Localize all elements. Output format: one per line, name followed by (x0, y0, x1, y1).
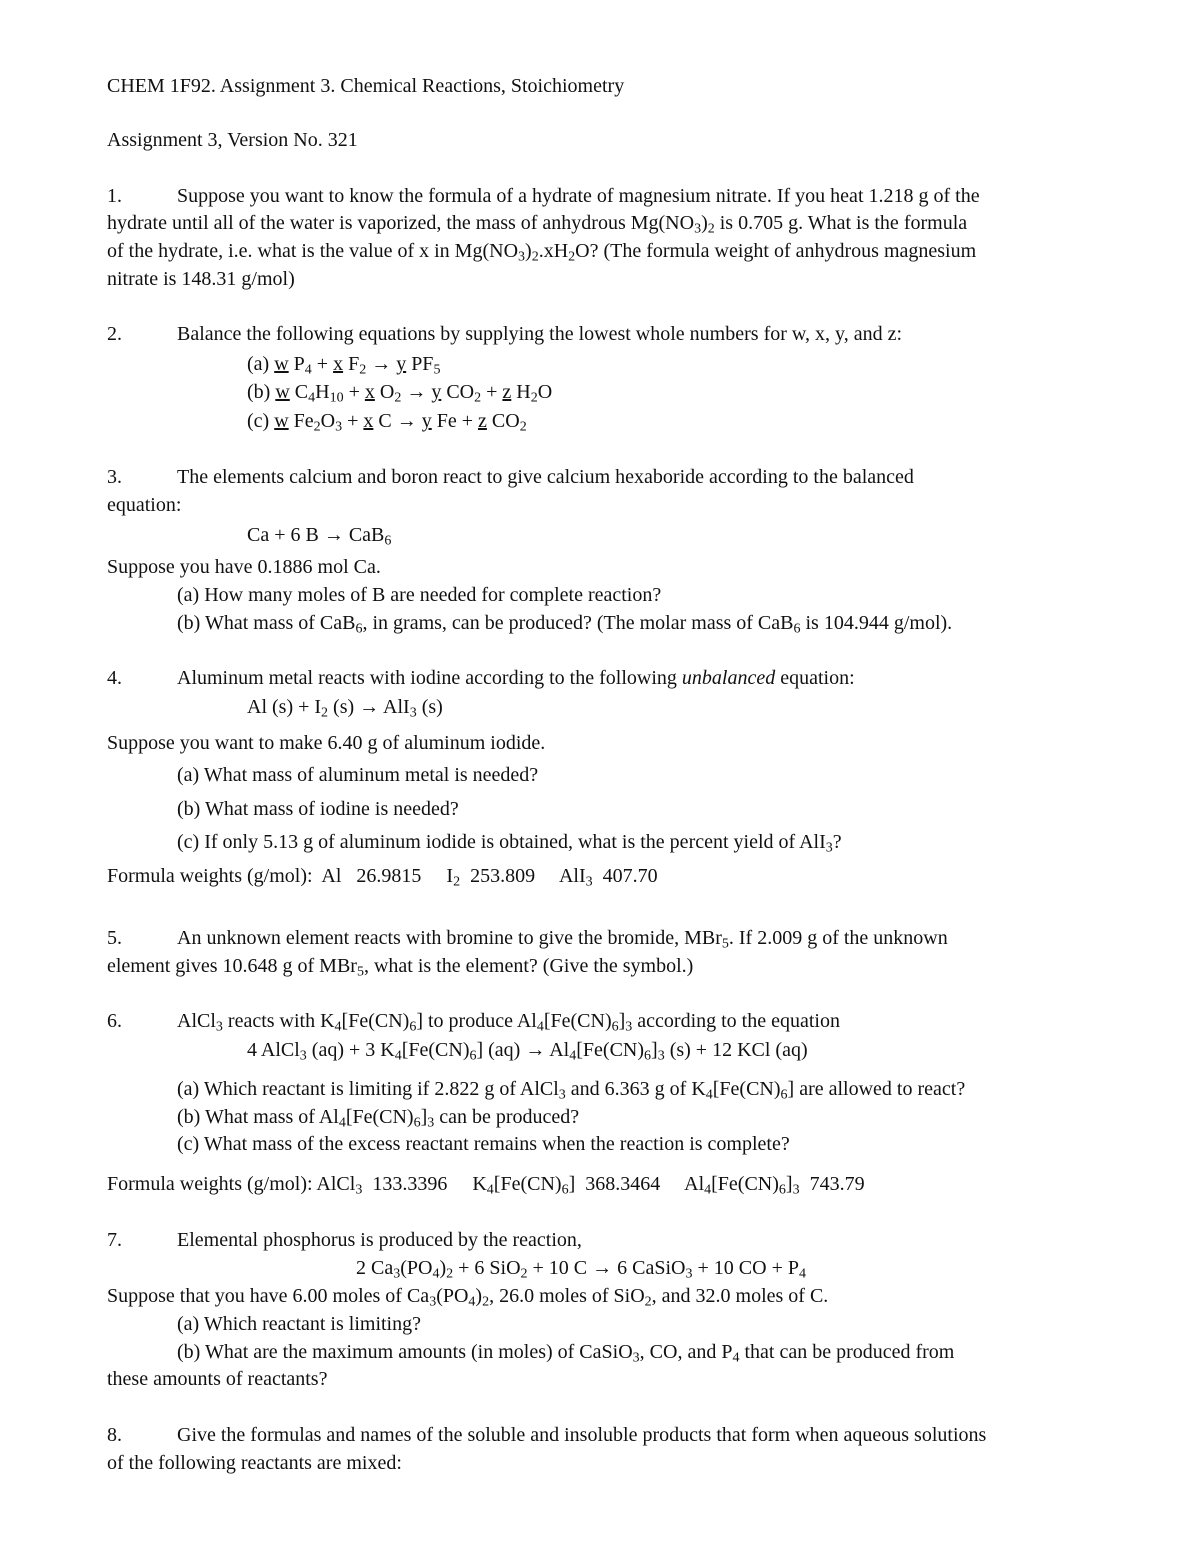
question-text: hydrate until all of the water is vaporized, the mass of anhydrous $Mg(NO_3)_2$ is 0.705 g. What is the formula (107, 212, 968, 237)
question-text: of the hydrate, i.e. what is the value of x in $Mg(NO_3)_2.xH_2O$? (The formula weight of anhydrous magnesium (107, 240, 977, 265)
sub-question-b: (b) What mass of $Al_4[Fe(CN)_6]_3$ can be produced? (177, 1106, 580, 1131)
question-number: 7. (107, 1229, 122, 1251)
equation: 4 AlCl$_3$ (aq) + 3 $K_4[Fe(CN)_6] (aq) \to Al_4[Fe(CN)_6]_3$ (s) + 12 KCl (aq) (247, 1039, 808, 1064)
version-line: Assignment 3, Version No. 321 (107, 129, 358, 151)
question-number: 6. (107, 1010, 122, 1032)
sub-question-b: (b) What are the maximum amounts (in moles) of CaSiO$_3$, CO, and $P_4$ that can be produced from (177, 1341, 955, 1366)
sub-question-b: (b) What mass of iodine is needed? (177, 798, 459, 820)
question-number: 4. (107, 667, 122, 689)
question-text: of the following reactants are mixed: (107, 1452, 402, 1474)
question-text: equation: (107, 494, 182, 516)
sub-question-a: (a) What mass of aluminum metal is needed? (177, 764, 539, 786)
equation-b: (b) w $C_4H_{10} + x$ $O_2 \to y$ $CO_2 + z$ $H_2O$ (247, 381, 553, 406)
page-title: CHEM 1F92. Assignment 3. Chemical Reactions, Stoichiometry (107, 75, 625, 97)
question-number: 1. (107, 185, 122, 207)
equation: Al $(s) + I_2$ (s) → AlI$_3$ (s) (247, 696, 443, 721)
equation: 2 $Ca_3(PO_4)_2 + 6$ SiO$_2$ + 10 C → 6 CaSiO$_3$ + 10 CO + $P_4$ (356, 1257, 806, 1282)
question-number: 2. (107, 323, 122, 345)
formula-weights: Formula weights (g/mol): AlCl$_3$ 133.3396 $K_4[Fe(CN)_6]$ 368.3464 $Al_4[Fe(CN)_6]_3$ 743.79 (107, 1173, 865, 1198)
question-text: Suppose that you have 6.00 moles of $Ca_3(PO_4)_2$, 26.0 moles of SiO$_2$, and 32.0 moles of C. (107, 1285, 829, 1310)
sub-question-b: (b) What mass of CaB$_6$, in grams, can be produced? (The molar mass of CaB$_6$ is 104.944 g/mol). (177, 612, 953, 637)
question-text: Suppose you want to know the formula of a hydrate of magnesium nitrate. If you heat 1.218 g of the (177, 185, 980, 207)
question-text: Elemental phosphorus is produced by the reaction, (177, 1229, 582, 1251)
question-number: 8. (107, 1424, 122, 1446)
question-text: An unknown element reacts with bromine to give the bromide, MBr$_5$. If 2.009 g of the unknown (177, 927, 948, 952)
sub-question-a: (a) Which reactant is limiting? (177, 1313, 421, 1335)
question-text: Give the formulas and names of the soluble and insoluble products that form when aqueous solutions (177, 1424, 987, 1446)
question-text: these amounts of reactants? (107, 1368, 328, 1390)
question-text: Suppose you want to make 6.40 g of aluminum iodide. (107, 732, 546, 754)
question-text: Suppose you have 0.1886 mol Ca. (107, 556, 381, 578)
question-text: Balance the following equations by supplying the lowest whole numbers for w, x, y, and z: (177, 323, 903, 345)
question-text: The elements calcium and boron react to give calcium hexaboride according to the balanced (177, 466, 914, 488)
sub-question-a: (a) Which reactant is limiting if 2.822 g of AlCl$_3$ and 6.363 g of $K_4[Fe(CN)_6]$ are allowed to react? (177, 1078, 966, 1103)
equation-a: (a) w $P_4 + x$ $F_2 \to y$ $PF_5$ (247, 353, 441, 378)
question-text: element gives 10.648 g of MBr$_5$, what is the element? (Give the symbol.) (107, 955, 694, 980)
question-text: nitrate is 148.31 g/mol) (107, 268, 295, 290)
question-text: Aluminum metal reacts with iodine according to the following unbalanced equation: (177, 667, 855, 689)
equation: Ca + 6 B → CaB$_6$ (247, 524, 392, 549)
sub-question-c: (c) What mass of the excess reactant remains when the reaction is complete? (177, 1133, 790, 1155)
question-number: 3. (107, 466, 122, 488)
equation-c: (c) w $Fe_2O_3 + x$ C → y Fe + z $CO_2$ (247, 410, 527, 435)
sub-question-a: (a) How many moles of B are needed for complete reaction? (177, 584, 662, 606)
question-number: 5. (107, 927, 122, 949)
question-text: AlCl$_3$ reacts with $K_4[Fe(CN)_6]$ to produce $Al_4[Fe(CN)_6]_3$ according to the equation (177, 1010, 840, 1035)
formula-weights: Formula weights (g/mol): Al 26.9815 $I_2$ 253.809 AlI$_3$ 407.70 (107, 865, 658, 890)
sub-question-c: (c) If only 5.13 g of aluminum iodide is obtained, what is the percent yield of AlI$_3$? (177, 831, 842, 856)
